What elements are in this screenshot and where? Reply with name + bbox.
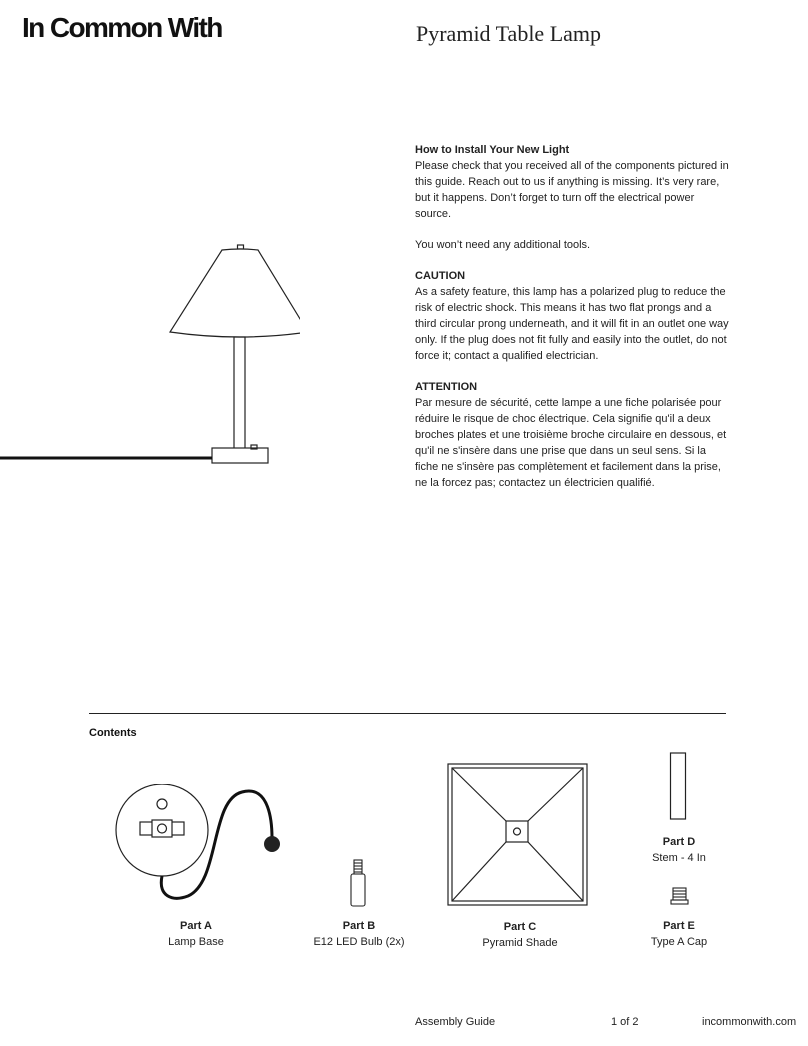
attention-heading: ATTENTION	[415, 381, 478, 393]
type-a-cap-illustration	[669, 886, 691, 906]
part-a-label: Part A	[180, 920, 212, 932]
pyramid-shade-illustration	[446, 762, 590, 908]
part-d-name: Stem - 4 In	[652, 852, 706, 864]
attention-text: Par mesure de sécurité, cette lampe a une fiche polarisée pour réduire le risque de choc électrique. Cela signifie qu'il a deux broches plates et une troisième broche circulaire en dessous, et qu'il ne s'insère dans une prise que dans un seul sens. Si la fiche ne s'insère pas complètement et facilement dans la prise, ne la forcez pas; contactez un électricien qualifié.	[415, 397, 727, 489]
part-e-name: Type A Cap	[650, 936, 708, 948]
part-e-label: Part E	[663, 920, 695, 932]
part-b	[279, 918, 439, 950]
contents-heading: Contents	[89, 727, 137, 739]
stem-illustration	[668, 751, 690, 821]
led-bulb-illustration	[346, 858, 370, 910]
install-heading: How to Install Your New Light	[415, 144, 570, 156]
part-d-label: Part D	[662, 836, 696, 848]
part-c	[440, 919, 600, 951]
part-e	[599, 918, 759, 950]
footer-doc-name: Assembly Guide	[415, 1016, 496, 1028]
part-d	[599, 834, 759, 866]
part-a-name: Lamp Base	[168, 936, 224, 948]
footer-website: incommonwith.com	[702, 1016, 797, 1028]
brand-logo: In Common With	[22, 12, 222, 43]
section-divider	[89, 713, 726, 714]
install-intro: Please check that you received all of the components pictured in this guide. Reach out to us if anything is missing. It’s very rare, but it happens. Don’t forget to turn off the electrical power source.	[415, 160, 729, 220]
part-b-label: Part B	[342, 920, 376, 932]
install-instructions	[415, 142, 730, 506]
part-c-name: Pyramid Shade	[482, 937, 558, 949]
part-a	[116, 918, 276, 950]
caution-text: As a safety feature, this lamp has a polarized plug to reduce the risk of electric shock. This means it has two flat prongs and a third circular prong underneath, and it will fit in an outlet one way only. If the plug does not fit fully and easily into the outlet, do not force it; contact a qualified electrician.	[415, 286, 729, 362]
install-tools: You won’t need any additional tools.	[415, 239, 591, 251]
document-title: Pyramid Table Lamp	[416, 21, 602, 46]
lamp-base-illustration	[110, 784, 290, 910]
part-c-label: Part C	[503, 921, 537, 933]
footer-page-number: 1 of 2	[611, 1016, 639, 1028]
lamp-illustration	[0, 236, 300, 468]
caution-heading: CAUTION	[415, 270, 466, 282]
part-b-name: E12 LED Bulb (2x)	[313, 936, 405, 948]
